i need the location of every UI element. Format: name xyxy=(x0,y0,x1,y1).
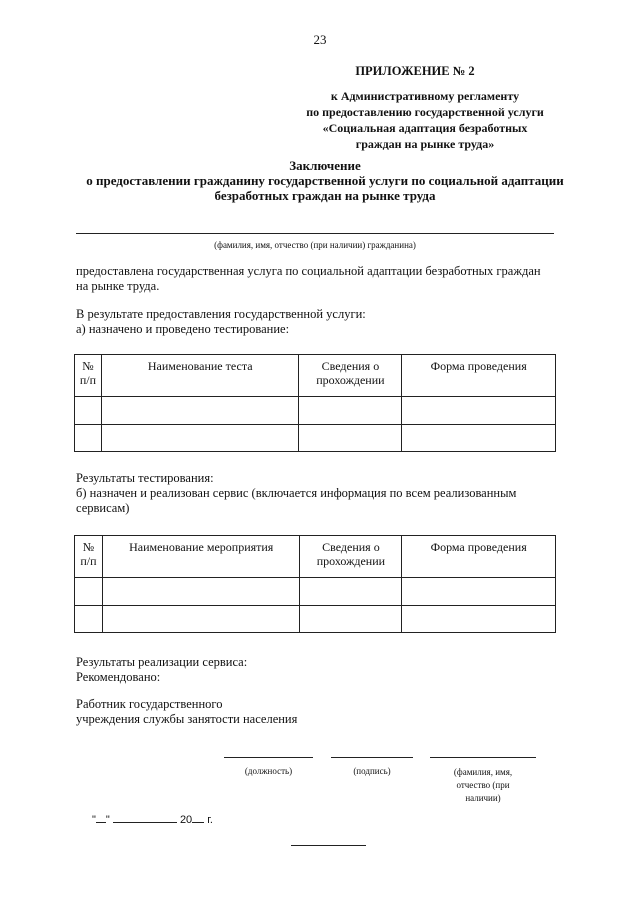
table-row xyxy=(75,606,556,633)
table-cell[interactable] xyxy=(402,425,556,452)
worker-title-line: Работник государственного xyxy=(76,697,223,711)
appendix-ref-line: «Социальная адаптация безработных xyxy=(322,121,528,135)
appendix-ref-line: по предоставлению государственной услуги xyxy=(306,105,544,119)
table-header-cell: Сведения о прохождении xyxy=(299,355,402,397)
citizen-name-caption: (фамилия, имя, отчество (при наличии) гражданина) xyxy=(214,240,416,250)
table-cell[interactable] xyxy=(402,578,556,606)
testing-item: а) назначено и проведено тестирование: xyxy=(76,322,290,336)
conclusion-heading xyxy=(60,158,590,203)
table-row xyxy=(75,397,556,425)
table-header-cell: Сведения о прохождении xyxy=(300,536,402,578)
day-blank[interactable] xyxy=(96,822,106,823)
table-cell[interactable] xyxy=(299,397,402,425)
service-item-line: сервисам) xyxy=(76,501,130,515)
service-item xyxy=(76,486,556,516)
date-open-quote: " xyxy=(92,814,96,826)
month-blank[interactable] xyxy=(113,822,177,823)
testing-results: Результаты тестирования: xyxy=(76,471,214,485)
date-close-quote: " xyxy=(105,814,110,826)
sign-caption: (подпись) xyxy=(353,766,391,776)
table-cell[interactable] xyxy=(402,606,556,633)
date-line xyxy=(92,814,213,826)
table-header-cell: Форма проведения xyxy=(402,536,556,578)
appendix-reference xyxy=(290,88,560,152)
page-number: 23 xyxy=(313,32,327,47)
table-cell[interactable] xyxy=(101,425,299,452)
table-cell[interactable] xyxy=(75,606,103,633)
table-row xyxy=(75,578,556,606)
conclusion-title: Заключение xyxy=(289,158,361,173)
table-header-cell: Наименование теста xyxy=(101,355,299,397)
table-cell[interactable] xyxy=(300,606,402,633)
table-cell[interactable] xyxy=(402,397,556,425)
result-intro: В результате предоставления государственной услуги: xyxy=(76,307,366,321)
table-cell[interactable] xyxy=(75,578,103,606)
year-blank[interactable] xyxy=(192,822,204,823)
table-row xyxy=(75,425,556,452)
fio-caption-line: (фамилия, имя, xyxy=(453,767,513,777)
recommended: Рекомендовано: xyxy=(76,670,161,684)
table-cell[interactable] xyxy=(102,578,300,606)
citizen-name-line xyxy=(76,233,554,234)
appendix-title: ПРИЛОЖЕНИЕ № 2 xyxy=(355,64,475,78)
fio-signature-line xyxy=(430,757,536,758)
table-header-row xyxy=(75,536,556,578)
year-prefix: 20 xyxy=(179,814,193,826)
table-cell[interactable] xyxy=(101,397,299,425)
service-table xyxy=(74,535,556,633)
table-cell[interactable] xyxy=(102,606,300,633)
end-rule xyxy=(291,845,366,846)
table-cell[interactable] xyxy=(299,425,402,452)
table-cell[interactable] xyxy=(75,397,102,425)
appendix-ref-line: к Административному регламенту xyxy=(330,89,520,103)
service-text-line: предоставлена государственная услуга по социальной адаптации безработных граждан xyxy=(76,264,541,278)
service-item-line: б) назначен и реализован сервис (включается информация по всем реализованным xyxy=(76,486,517,500)
table-header-row xyxy=(75,355,556,397)
service-text-line: на рынке труда. xyxy=(76,279,160,293)
year-suffix: г. xyxy=(207,814,213,826)
fio-caption-line: наличии) xyxy=(465,793,501,803)
service-results: Результаты реализации сервиса: xyxy=(76,655,248,669)
worker-title xyxy=(76,697,297,727)
table-header-cell: Наименование мероприятия xyxy=(102,536,300,578)
appendix-ref-line: граждан на рынке труда» xyxy=(355,137,495,151)
table-header-cell: № п/п xyxy=(75,536,103,578)
table-cell[interactable] xyxy=(75,425,102,452)
table-header-cell: Форма проведения xyxy=(402,355,556,397)
table-header-cell: № п/п xyxy=(75,355,102,397)
worker-title-line: учреждения службы занятости населения xyxy=(76,712,298,726)
table-cell[interactable] xyxy=(300,578,402,606)
position-signature-line xyxy=(224,757,313,758)
sign-signature-line xyxy=(331,757,413,758)
fio-caption-line: отчество (при xyxy=(456,780,510,790)
position-caption: (должность) xyxy=(244,766,293,776)
fio-caption xyxy=(430,766,536,805)
service-text xyxy=(76,264,556,294)
conclusion-subtitle-line: о предоставлении гражданину государственной услуги по социальной адаптации xyxy=(86,173,564,188)
conclusion-subtitle-line: безработных граждан на рынке труда xyxy=(214,188,436,203)
testing-table xyxy=(74,354,556,452)
